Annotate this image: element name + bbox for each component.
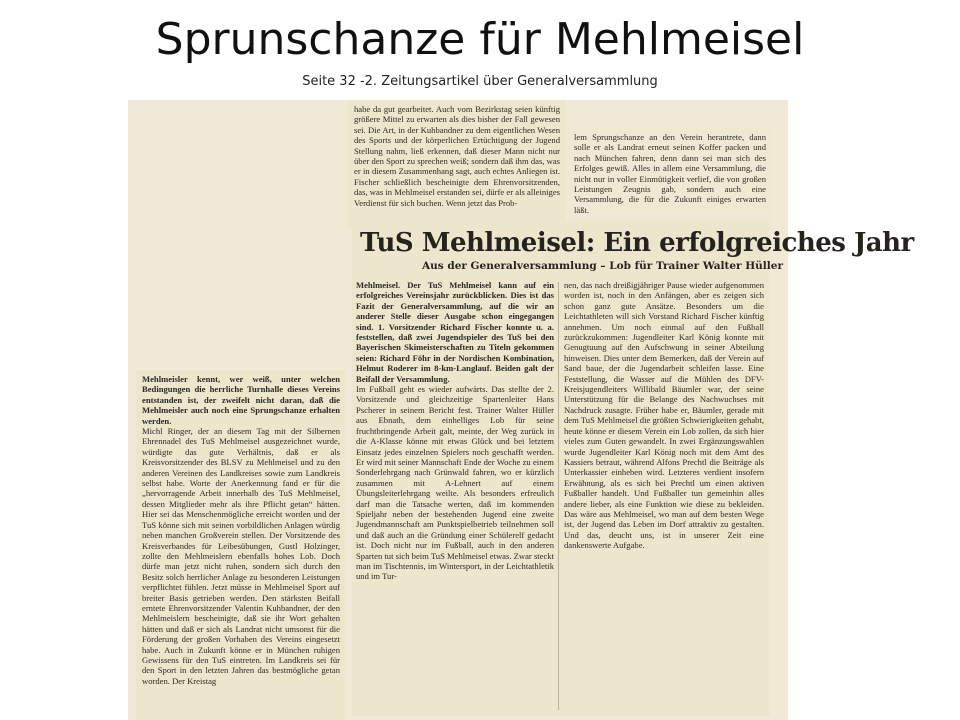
article-main-clipping <box>352 220 914 716</box>
newspaper-scan <box>128 100 914 720</box>
article-column-b-body: nen, das nach dreißigjähriger Pause wieder aufgenommen worden ist, noch in den Anfängen, aber es zeigen sich schon ganz gute Ansätze. Besonders um die Leichtathleten will sich Vorstand Richard Fischer künftig annehmen. Um noch einmal auf den Fußball zurückzukommen: Jugendleiter Karl König konnte mit Genugtuung auf den Aufschwung in seiner Abteilung hinweisen. Dies unter dem Bemerken, daß der Verein auf Sand baue, der die Jugendarbeit schleifen lasse. Eine Feststellung, die Wasser auf die Mühlen des DFV-Kreisjugendleiters Willibald Bäumler war, der seine Unterstützung für die Belange des Nachwuchses mit Nachdruck zusagte. Früher habe er, Bäumler, gerade mit dem TuS Mehlmeisel die größten Schwierigkeiten gehabt, heute könne er diesem Verein ein Lob zollen, da sich hier vieles zum Guten gewandelt. In zwei Ergänzungswahlen wurde Jugendleiter Karl König noch mit dem Amt des Kassiers betraut, während Alfons Prechtl die Beiträge als Unterkassier einheben wird. Letzteres verdient insofern Erwähnung, als es sich bei Prechtl um einen aktiven Fußballer handelt. Und Fußballer tun gemeinhin alles andere lieber, als eine Funktion wie diese zu bekleiden. Das wäre aus Mehlmeisel, wo man auf dem besten Wege ist, der Jugend das Leben im Dorf attraktiv zu gestalten. Und das, deucht uns, ist in unserer Zeit eine dankenswerte Aufgabe. <box>564 280 764 551</box>
article-fragment-top-right-text: lem Sprungschanze an den Verein herantrete, dann solle er als Landrat erneut seinen Koffer packen und nach München fahren, denn dann sei man sich des Erfolges gewiß. Alles in allem eine Versammlung, die nicht nur in voller Einmütigkeit verlief, die von großen Leistungen Zeugnis gab, sondern auch eine Versammlung, die für die Zukunft einiges erwarten läßt. <box>574 132 766 215</box>
article-fragment-left-lead: Mehlmeisler kennt, wer weiß, unter welchen Bedingungen die herrliche Turnhalle dieses Vereins entstanden ist, der zweifelt nicht daran, daß die Mehlmeisler auch noch eine Sprungschanze erhalten werden. <box>142 374 340 426</box>
article-column-b <box>564 280 764 712</box>
article-fragment-top-right <box>568 128 772 228</box>
article-column-a-body: Im Fußball geht es wieder aufwärts. Das stellte der 2. Vorsitzende und gleichzeitige Spartenleiter Hans Pscherer in seinem Bericht fest. Trainer Walter Hüller aus Ebnath, dem einhelliges Lob für seine fruchtbringende Arbeit galt, meinte, der Weg zurück in die A-Klasse könne mit etwas Glück und bei letztem Einsatz jedes einzelnen Spielers noch geschafft werden. Er wird mit seiner Mannschaft Ende der Woche zu einem Sonderlehrgang nach Grünwald fahren, wo er kürzlich zusammen mit A-Lehnert auf einem Übungsleiterlehrgang weilte. Als besonders erfreulich darf man die Tatsache werten, daß im kommenden Spieljahr neben der bestehenden Jugend eine zweite Jugendmannschaft am Punktspielbetrieb teilnehmen soll und daß auch an die Gründung einer Schülerelf gedacht ist. Doch nicht nur im Fußball, auch in den anderen Sparten tut sich beim TuS Mehlmeisel etwas. Zwar steckt man im Tischtennis, im Wintersport, in der Leichtathletik und im Tur- <box>356 384 554 582</box>
article-lead-paragraph: Mehlmeisel. Der TuS Mehlmeisel kann auf ein erfolgreiches Vereinsjahr zurückblicken. Dies ist das Fazit der Generalversammlung, auf die wir an anderer Stelle dieser Ausgabe schon eingegangen sind. 1. Vorsitzender Richard Fischer konnte u. a. feststellen, daß zwei Jugendspieler des TuS bei den Bayerischen Skimeisterschaften zu Titeln gekommen seien: Richard Föhr in der Nordischen Kombination, Helmut Roderer im 8-km-Langlauf. Beiden galt der Beifall der Versammlung. <box>356 280 554 384</box>
slide-title: Sprunschanze für Mehlmeisel <box>155 14 805 65</box>
article-headline: TuS Mehlmeisel: Ein erfolgreiches Jahr <box>360 228 914 258</box>
article-fragment-top <box>348 100 566 228</box>
slide-subtitle: Seite 32 -2. Zeitungsartikel über Generalversammlung <box>302 74 658 89</box>
article-fragment-left <box>136 370 346 720</box>
article-fragment-top-text: habe da gut gearbeitet. Auch vom Bezirkstag seien künftig größere Mittel zu erwarten als dies bisher der Fall gewesen sei. Die Art, in der Kuhbandner zu dem eigentlichen Wesen des Sports und der körperlichen Ertüchtigung der Jugend Stellung nahm, ließ erkennen, daß dieser Mann nicht nur über den Sport zu sprechen weiß; sondern daß ihm das, was er in diesem Zusammenhang sagt, auch echtes Anliegen ist. Fischer schließlich bescheinigte dem Ehrenvorsitzenden, das, was in Mehlmeisel erstanden sei, dürfe er als alleiniges Verdienst für sich buchen. Wenn jetzt das Prob- <box>354 104 560 208</box>
column-divider <box>558 282 559 710</box>
article-subheadline: Aus der Generalversammlung – Lob für Trainer Walter Hüller <box>422 260 783 272</box>
article-fragment-left-body: Michl Ringer, der an diesem Tag mit der Silbernen Ehrennadel des TuS Mehlmeisel ausgezeichnet wurde, würdigte das gute Verhältnis, daß er als Kreisvorsitzender des BLSV zu Mehlmeisel und zu den anderen Vereinen des Landkreises sowie zum Landkreis selbst habe. Worte der Anerkennung fand er für die „hervorragende Arbeit innerhalb des TuS Mehlmeisel, dessen Mitglieder mehr als ihre Pflicht getan“ hätten. Hier sei das Menschenmögliche erreicht worden und der TuS könne sich mit seinen vorbildlichen Anlagen würdig neben manchen Großverein stellen. Der Vorsitzende des Kreisverbandes für Leibesübungen, Gustl Holzinger, zollte den Mehlmeislern ebenfalls hohes Lob. Doch dürfe man jetzt nicht ruhen, sondern sich durch den Besitz solch herrlicher Anlage zu besonderen Leistungen verpflichtet fühlen. Jetzt müsse in Mehlmeisel Sport auf breiter Basis getrieben werden. Den stärksten Beifall erntete Ehrenvorsitzender Valentin Kuhbandner, der den Mehlmeislern bescheinigte, daß sie ihr Wort gehalten hätten und daß er sich als Landrat nicht umsonst für die Förderung der großen Vorhaben des Vereins eingesetzt habe. Auch in Zukunft könne er in München ruhigen Gewissens für den TuS eintreten. Im Landkreis sei für den Sport in den letzten Jahren das bestmögliche getan worden. Der Kreistag <box>142 426 340 686</box>
article-column-a <box>356 280 554 712</box>
